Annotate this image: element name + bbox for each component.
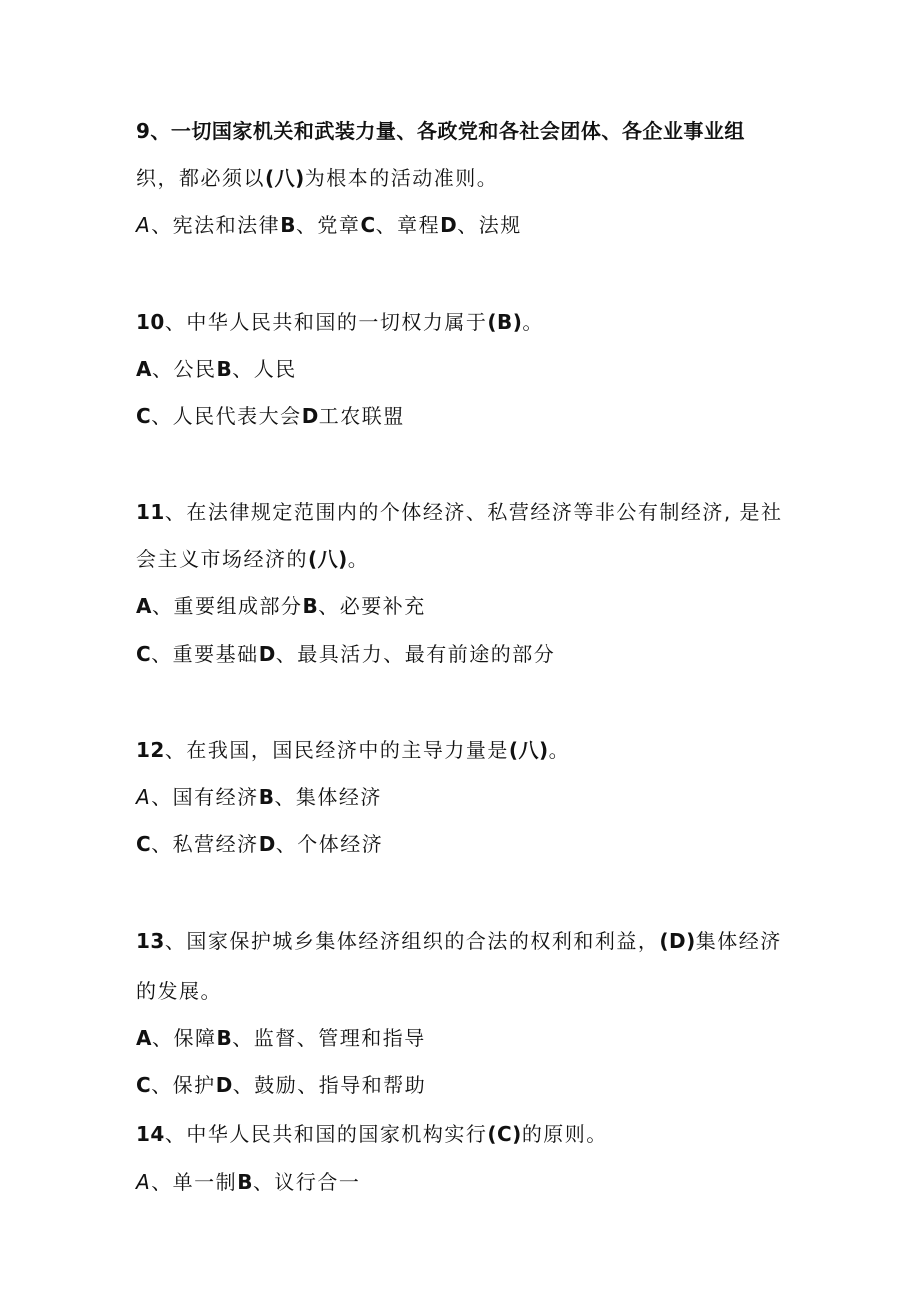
question-9-stem-line-1 xyxy=(136,119,745,143)
question-text: 9、一切国家机关和武装力量、各政党和各社会团体、各企业事业组 xyxy=(136,119,745,143)
option-letter: C xyxy=(360,213,376,237)
option-letter: A xyxy=(136,213,152,237)
question-text: 会主义市场经济的 xyxy=(136,547,308,571)
question-number: 10 xyxy=(136,310,165,334)
option-text: 、保障 xyxy=(151,1026,217,1050)
option-letter: C xyxy=(136,404,152,428)
option-text: 、最具活力、最有前途的部分 xyxy=(275,642,556,666)
option-text: 、鼓励、指导和帮助 xyxy=(232,1073,427,1097)
option-letter: B xyxy=(216,357,233,381)
question-11-stem-line-1 xyxy=(136,500,783,524)
question-text: 。 xyxy=(347,547,370,571)
option-letter: A xyxy=(136,1026,152,1050)
question-number: 14 xyxy=(136,1122,165,1146)
question-text: 。 xyxy=(548,738,571,762)
question-14-stem xyxy=(136,1122,608,1146)
question-12-options-2 xyxy=(136,832,383,856)
question-text: 的发展。 xyxy=(136,979,222,1003)
option-text: 、必要补充 xyxy=(318,594,426,618)
option-text: 、人民代表大会 xyxy=(151,404,302,428)
option-letter: C xyxy=(136,832,152,856)
option-text: 、单一制 xyxy=(151,1170,238,1194)
question-text: 。 xyxy=(522,310,544,334)
option-letter: A xyxy=(136,357,152,381)
option-text: 、章程 xyxy=(375,213,441,237)
option-letter: A xyxy=(136,594,152,618)
option-text: 、党章 xyxy=(295,213,361,237)
option-letter: B xyxy=(302,594,319,618)
option-text: 、国有经济 xyxy=(151,785,259,809)
option-letter: D xyxy=(215,1073,233,1097)
question-14-options-1 xyxy=(136,1170,360,1194)
question-12-stem xyxy=(136,738,570,762)
question-10-stem xyxy=(136,310,544,334)
answer-marker: (八) xyxy=(265,166,305,190)
question-text: 的原则。 xyxy=(521,1122,608,1146)
question-number: 11 xyxy=(136,500,165,524)
option-letter: B xyxy=(258,785,275,809)
question-text: 、中华人民共和国的国家机构实行 xyxy=(164,1122,488,1146)
question-text: 、在法律规定范围内的个体经济、私营经济等非公有制经济, 是社 xyxy=(164,500,783,524)
option-letter: C xyxy=(136,642,152,666)
question-text: 、中华人民共和国的一切权力属于 xyxy=(164,310,488,334)
question-text: 、国家保护城乡集体经济组织的合法的权利和利益， xyxy=(164,929,660,953)
option-letter: A xyxy=(136,785,152,809)
option-text: 、重要基础 xyxy=(151,642,259,666)
option-text: 工农联盟 xyxy=(318,404,405,428)
question-text: 织，都必须以 xyxy=(136,166,265,190)
answer-marker: (C) xyxy=(487,1122,522,1146)
question-text: 、在我国，国民经济中的主导力量是 xyxy=(164,738,509,762)
option-text: 、重要组成部分 xyxy=(151,594,303,618)
question-13-stem-line-2 xyxy=(136,979,222,1003)
option-letter: C xyxy=(136,1073,152,1097)
question-number: 13 xyxy=(136,929,165,953)
option-letter: B xyxy=(216,1026,233,1050)
question-10-options-2 xyxy=(136,404,405,428)
option-text: 、人民 xyxy=(232,357,297,381)
question-text: 为根本的活动准则。 xyxy=(304,166,499,190)
answer-marker: (B) xyxy=(487,310,523,334)
question-13-stem-line-1 xyxy=(136,929,782,953)
option-text: 、保护 xyxy=(151,1073,216,1097)
option-text: 、宪法和法律 xyxy=(151,213,281,237)
question-11-stem-line-2 xyxy=(136,547,369,571)
option-text: 、私营经济 xyxy=(151,832,259,856)
option-text: 、个体经济 xyxy=(275,832,384,856)
question-text: 集体经济 xyxy=(695,929,782,953)
option-letter: D xyxy=(301,404,319,428)
option-text: 、集体经济 xyxy=(274,785,382,809)
option-text: 、监督、管理和指导 xyxy=(232,1026,426,1050)
answer-marker: (D) xyxy=(659,929,696,953)
option-text: 、公民 xyxy=(151,357,217,381)
question-9-options xyxy=(136,213,522,237)
question-11-options-2 xyxy=(136,642,555,666)
option-letter: B xyxy=(280,213,296,237)
option-letter: B xyxy=(237,1170,253,1194)
answer-marker: (八) xyxy=(508,738,549,762)
question-10-options-1 xyxy=(136,357,297,381)
question-9-stem-line-2 xyxy=(136,166,498,190)
question-11-options-1 xyxy=(136,594,426,618)
option-text: 、议行合一 xyxy=(252,1170,361,1194)
option-letter: A xyxy=(136,1170,152,1194)
answer-marker: (八) xyxy=(308,547,348,571)
option-letter: D xyxy=(440,213,458,237)
option-text: 、法规 xyxy=(457,213,522,237)
question-13-options-1 xyxy=(136,1026,426,1050)
question-12-options-1 xyxy=(136,785,382,809)
question-number: 12 xyxy=(136,738,165,762)
option-letter: D xyxy=(258,642,276,666)
question-13-options-2 xyxy=(136,1073,426,1097)
option-letter: D xyxy=(258,832,276,856)
